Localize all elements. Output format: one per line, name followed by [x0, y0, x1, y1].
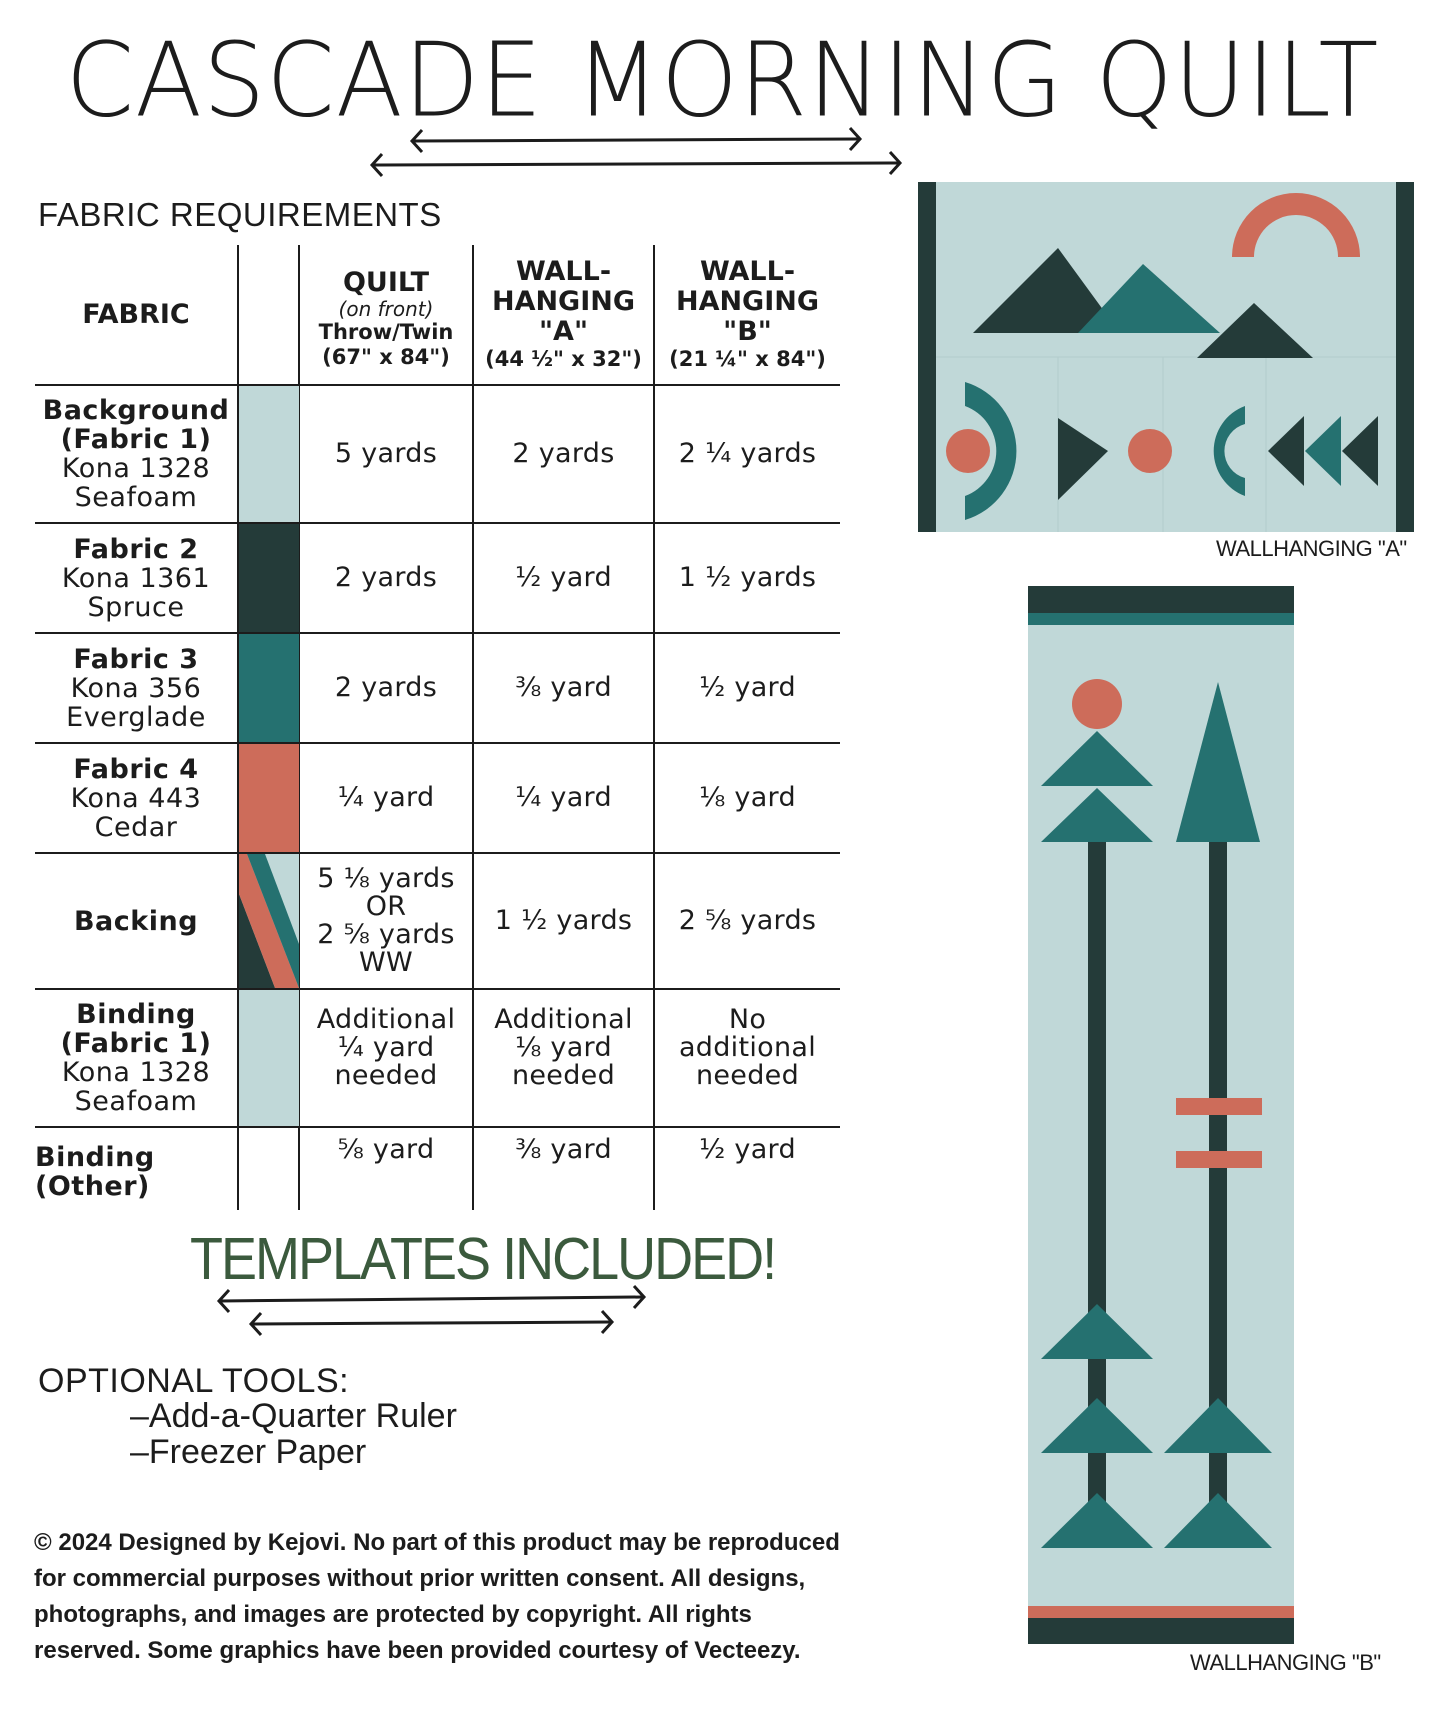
header-quilt-size-name: Throw/Twin [318, 319, 454, 344]
fabric-name-line: (Fabric 1) [60, 1028, 212, 1059]
cell-wall-a [474, 386, 653, 522]
table-row-fabric-name [35, 744, 237, 852]
header-wallhanging-b [655, 245, 840, 384]
header-wall-b-line3: "B" [723, 316, 772, 347]
cell-wall-b [655, 990, 840, 1126]
table-row-fabric-name [35, 524, 237, 632]
cell-quilt [300, 854, 472, 988]
cell-wall-b [655, 1128, 840, 1210]
header-wall-a-line3: "A" [538, 316, 589, 347]
header-fabric [35, 245, 237, 384]
cell-wall-a [474, 854, 653, 988]
cell-wall-a [474, 744, 653, 852]
value-text: additional [678, 1032, 817, 1063]
value-text: ⅛ yard [699, 782, 796, 813]
value-text: 5 ⅛ yards [317, 863, 455, 894]
header-quilt [300, 253, 472, 384]
cell-wall-a [474, 634, 653, 742]
header-quilt-dimensions: (67" x 84") [322, 344, 450, 369]
fabric-name-line: Backing [73, 905, 199, 937]
swatch-everglade [239, 634, 299, 742]
cell-wall-a [474, 524, 653, 632]
copyright-notice [34, 1525, 954, 1669]
swatch-spruce [239, 524, 299, 632]
value-text: needed [334, 1060, 438, 1091]
header-wallhanging-a [474, 245, 653, 384]
cell-wall-b [655, 634, 840, 742]
value-text: ⅛ yard [515, 1032, 612, 1063]
table-row-fabric-name [35, 386, 237, 522]
header-quilt-subtitle: (on front) [338, 296, 434, 321]
arrow-line-upper [414, 139, 858, 141]
fabric-detail-line: Seafoam [74, 482, 198, 513]
value-text: ½ yard [699, 672, 796, 703]
table-row-fabric-name [35, 1128, 237, 1210]
value-text: needed [511, 1060, 616, 1091]
fabric-detail-line: Kona 443 [70, 782, 202, 814]
cell-wall-b [655, 744, 840, 852]
tool-item: –Add-a-Quarter Ruler [130, 1397, 457, 1435]
value-text: ½ yard [699, 1134, 796, 1165]
cell-quilt [300, 990, 472, 1126]
cell-quilt [300, 524, 472, 632]
fabric-detail-line: Spruce [87, 591, 185, 623]
header-wall-b-line2: HANGING [675, 286, 820, 317]
value-text: 1 ½ yards [678, 562, 817, 593]
header-wall-a-line1: WALL- [515, 256, 612, 287]
header-wall-b-line1: WALL- [699, 256, 796, 287]
value-text: 2 yards [512, 438, 615, 469]
fabric-detail-line: Kona 356 [70, 672, 202, 704]
cell-quilt [300, 1128, 472, 1210]
cell-wall-a [474, 990, 653, 1126]
header-wall-b-dimensions: (21 ¼" x 84") [669, 347, 826, 371]
fabric-name-line: (Other) [35, 1171, 150, 1202]
value-text: OR [365, 891, 407, 922]
value-text: 2 ⅝ yards [317, 919, 455, 950]
fabric-name-line: Binding [76, 999, 196, 1030]
fabric-name-line: Fabric 2 [73, 533, 199, 565]
fabric-detail-line: Kona 1328 [61, 1057, 211, 1088]
header-wall-a-line2: HANGING [491, 286, 636, 317]
fabric-detail-line: Kona 1361 [61, 562, 211, 594]
value-text: WW [359, 947, 413, 978]
copyright-line: photographs, and images are protected by copyright. All rights [34, 1601, 752, 1628]
table-row-fabric-name [35, 854, 237, 988]
value-text: 2 yards [334, 672, 438, 703]
value-text: ¼ yard [337, 1032, 435, 1063]
swatch-backing-stripes [239, 854, 299, 988]
templates-heading: TEMPLATES INCLUDED! [190, 1226, 776, 1292]
value-text: 5 yards [334, 438, 438, 469]
caption-wallhanging-a: WALLHANGING "A" [1216, 536, 1407, 561]
fabric-name-line: Binding [35, 1142, 155, 1173]
value-text: ⅜ yard [515, 672, 612, 703]
tool-item: –Freezer Paper [130, 1433, 367, 1471]
value-text: 2 yards [334, 562, 438, 593]
cell-quilt [300, 744, 472, 852]
fabric-name-line: Fabric 4 [73, 753, 199, 785]
copyright-line: for commercial purposes without prior written consent. All designs, [34, 1565, 806, 1592]
header-wall-a-dimensions: (44 ½" x 32") [485, 347, 642, 371]
cell-wall-b [655, 386, 840, 522]
fabric-name-line: Fabric 3 [73, 643, 199, 675]
value-text: 1 ½ yards [494, 905, 633, 936]
fabric-detail-line: Cedar [94, 811, 178, 843]
swatch-cedar [239, 744, 299, 852]
header-quilt-title: QUILT [342, 266, 430, 298]
table-row-fabric-name [35, 634, 237, 742]
cell-wall-b [655, 524, 840, 632]
value-text: No [728, 1004, 767, 1035]
swatch-seafoam [239, 990, 299, 1126]
fabric-name-line: (Fabric 1) [60, 424, 212, 455]
section-title: FABRIC REQUIREMENTS [38, 196, 442, 233]
value-text: 2 ¼ yards [678, 438, 817, 469]
value-text: ¼ yard [337, 782, 435, 813]
swatch-seafoam [239, 386, 299, 522]
value-text: ½ yard [515, 562, 612, 593]
arrow-line-lower [374, 163, 898, 165]
arrow-line-lower [252, 1322, 610, 1324]
copyright-line: © 2024 Designed by Kejovi. No part of this product may be reproduced [34, 1529, 840, 1556]
fabric-detail-line: Seafoam [74, 1086, 198, 1117]
wallhanging-a-illustration [918, 182, 1414, 532]
table-row-fabric-name [35, 990, 237, 1126]
cell-wall-b [655, 854, 840, 988]
cell-wall-a [474, 1128, 653, 1210]
fabric-detail-line: Kona 1328 [61, 453, 211, 484]
cell-quilt [300, 634, 472, 742]
value-text: 2 ⅝ yards [678, 905, 817, 936]
value-text: ⅜ yard [515, 1134, 612, 1165]
value-text: Additional [316, 1004, 456, 1035]
fabric-detail-line: Everglade [66, 701, 206, 733]
copyright-line: reserved. Some graphics have been provided courtesy of Vecteezy. [34, 1637, 801, 1664]
value-text: needed [695, 1060, 800, 1091]
wallhanging-b-illustration [1028, 586, 1294, 1644]
page-title: CASCADE MORNING QUILT [65, 21, 1380, 141]
value-text: Additional [494, 1004, 633, 1035]
cell-quilt [300, 386, 472, 522]
optional-tools-title: OPTIONAL TOOLS: [38, 1362, 350, 1400]
fabric-name-line: Background [42, 395, 230, 426]
value-text: ¼ yard [515, 782, 612, 813]
caption-wallhanging-b: WALLHANGING "B" [1190, 1650, 1381, 1675]
header-fabric-label: FABRIC [82, 298, 190, 330]
title-arrows-decoration [0, 0, 1445, 200]
arrow-line-upper [220, 1297, 642, 1301]
fabric-requirements-table [35, 245, 840, 1210]
templates-arrows-decoration [0, 1280, 700, 1340]
value-text: ⅝ yard [337, 1134, 435, 1165]
